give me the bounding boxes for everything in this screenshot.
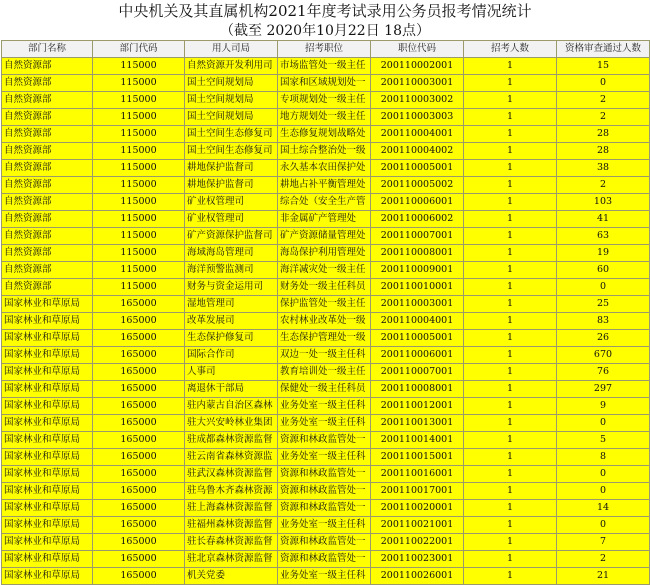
hire-count-cell: 1 — [464, 160, 557, 177]
department-code-cell: 165000 — [93, 568, 185, 585]
table-row — [2, 126, 650, 143]
position-cell: 矿产资源储量管理处 — [278, 228, 371, 245]
approved-count-cell: 0 — [557, 517, 650, 534]
approved-count-cell: 103 — [557, 194, 650, 211]
bureau-cell: 国际合作司 — [185, 347, 278, 364]
position-cell: 耕地占补平衡管理处 — [278, 177, 371, 194]
table-row — [2, 398, 650, 415]
department-name-cell: 国家林业和草原局 — [2, 330, 93, 347]
position-cell: 资源和林政监管处一 — [278, 551, 371, 568]
position-code-cell: 200110008001 — [371, 245, 464, 262]
department-code-cell: 115000 — [93, 194, 185, 211]
table-row — [2, 500, 650, 517]
department-code-cell: 165000 — [93, 517, 185, 534]
position-cell: 农村林业改革处一级 — [278, 313, 371, 330]
approved-count-cell: 8 — [557, 449, 650, 466]
approved-count-cell: 7 — [557, 534, 650, 551]
approved-count-cell: 26 — [557, 330, 650, 347]
department-name-cell: 自然资源部 — [2, 262, 93, 279]
department-name-cell: 自然资源部 — [2, 126, 93, 143]
hire-count-cell: 1 — [464, 381, 557, 398]
position-code-cell: 200110015001 — [371, 449, 464, 466]
approved-count-cell: 28 — [557, 126, 650, 143]
department-name-cell: 自然资源部 — [2, 194, 93, 211]
position-cell: 专项规划处一级主任 — [278, 92, 371, 109]
approved-count-cell: 21 — [557, 568, 650, 585]
position-code-cell: 200110006002 — [371, 211, 464, 228]
position-cell: 海岛保护利用管理处 — [278, 245, 371, 262]
column-header: 招考人数 — [464, 41, 557, 58]
position-cell: 业务处室一级主任科 — [278, 449, 371, 466]
table-row — [2, 568, 650, 585]
table-row — [2, 381, 650, 398]
bureau-cell: 国土空间生态修复司 — [185, 126, 278, 143]
table-row — [2, 177, 650, 194]
position-code-cell: 200110013001 — [371, 415, 464, 432]
bureau-cell: 驻长春森林资源监督 — [185, 534, 278, 551]
department-code-cell: 165000 — [93, 398, 185, 415]
hire-count-cell: 1 — [464, 449, 557, 466]
position-cell: 海洋减灾处一级主任 — [278, 262, 371, 279]
statistics-table — [1, 40, 650, 585]
approved-count-cell: 2 — [557, 92, 650, 109]
approved-count-cell: 0 — [557, 415, 650, 432]
hire-count-cell: 1 — [464, 568, 557, 585]
position-cell: 教育培训处一级主任 — [278, 364, 371, 381]
table-header-row — [2, 41, 650, 58]
approved-count-cell: 0 — [557, 466, 650, 483]
hire-count-cell: 1 — [464, 347, 557, 364]
approved-count-cell: 83 — [557, 313, 650, 330]
bureau-cell: 驻大兴安岭林业集团 — [185, 415, 278, 432]
department-name-cell: 国家林业和草原局 — [2, 517, 93, 534]
department-name-cell: 国家林业和草原局 — [2, 551, 93, 568]
department-name-cell: 自然资源部 — [2, 211, 93, 228]
approved-count-cell: 2 — [557, 109, 650, 126]
column-header: 职位代码 — [371, 41, 464, 58]
position-cell: 生态修复规划战略处 — [278, 126, 371, 143]
position-cell: 资源和林政监管处一 — [278, 534, 371, 551]
hire-count-cell: 1 — [464, 483, 557, 500]
department-code-cell: 165000 — [93, 313, 185, 330]
department-name-cell: 国家林业和草原局 — [2, 432, 93, 449]
hire-count-cell: 1 — [464, 177, 557, 194]
hire-count-cell: 1 — [464, 58, 557, 75]
position-code-cell: 200110003001 — [371, 75, 464, 92]
department-name-cell: 国家林业和草原局 — [2, 534, 93, 551]
department-code-cell: 165000 — [93, 466, 185, 483]
table-row — [2, 245, 650, 262]
position-cell: 保健处一级主任科员 — [278, 381, 371, 398]
position-cell: 双边一处一级主任科 — [278, 347, 371, 364]
department-code-cell: 115000 — [93, 177, 185, 194]
position-cell: 资源和林政监管处一 — [278, 483, 371, 500]
position-code-cell: 200110010001 — [371, 279, 464, 296]
table-row — [2, 534, 650, 551]
approved-count-cell: 0 — [557, 279, 650, 296]
bureau-cell: 国土空间生态修复司 — [185, 143, 278, 160]
table-row — [2, 58, 650, 75]
department-code-cell: 115000 — [93, 211, 185, 228]
approved-count-cell: 15 — [557, 58, 650, 75]
position-cell: 国土综合整治处一级 — [278, 143, 371, 160]
department-code-cell: 115000 — [93, 75, 185, 92]
approved-count-cell: 25 — [557, 296, 650, 313]
department-code-cell: 115000 — [93, 262, 185, 279]
bureau-cell: 人事司 — [185, 364, 278, 381]
position-code-cell: 200110021001 — [371, 517, 464, 534]
approved-count-cell: 19 — [557, 245, 650, 262]
approved-count-cell: 2 — [557, 177, 650, 194]
bureau-cell: 驻云南省森林资源监 — [185, 449, 278, 466]
bureau-cell: 驻武汉森林资源监督 — [185, 466, 278, 483]
hire-count-cell: 1 — [464, 228, 557, 245]
bureau-cell: 驻内蒙古自治区森林 — [185, 398, 278, 415]
department-name-cell: 国家林业和草原局 — [2, 466, 93, 483]
department-code-cell: 165000 — [93, 415, 185, 432]
department-name-cell: 自然资源部 — [2, 228, 93, 245]
table-row — [2, 347, 650, 364]
bureau-cell: 耕地保护监督司 — [185, 160, 278, 177]
department-code-cell: 115000 — [93, 228, 185, 245]
hire-count-cell: 1 — [464, 534, 557, 551]
department-code-cell: 165000 — [93, 534, 185, 551]
hire-count-cell: 1 — [464, 415, 557, 432]
position-cell: 保护监管处一级主任 — [278, 296, 371, 313]
position-cell: 财务处一级主任科员 — [278, 279, 371, 296]
position-cell: 资源和林政监管处一 — [278, 500, 371, 517]
approved-count-cell: 5 — [557, 432, 650, 449]
position-code-cell: 200110003003 — [371, 109, 464, 126]
position-code-cell: 200110003002 — [371, 92, 464, 109]
position-code-cell: 200110012001 — [371, 398, 464, 415]
hire-count-cell: 1 — [464, 194, 557, 211]
department-name-cell: 国家林业和草原局 — [2, 347, 93, 364]
position-code-cell: 200110020001 — [371, 500, 464, 517]
department-code-cell: 165000 — [93, 449, 185, 466]
column-header: 招考职位 — [278, 41, 371, 58]
table-row — [2, 194, 650, 211]
hire-count-cell: 1 — [464, 500, 557, 517]
approved-count-cell: 0 — [557, 75, 650, 92]
position-code-cell: 200110002001 — [371, 58, 464, 75]
approved-count-cell: 0 — [557, 483, 650, 500]
position-cell: 非金属矿产管理处 — [278, 211, 371, 228]
department-name-cell: 自然资源部 — [2, 75, 93, 92]
position-cell: 生态保护管理处一级 — [278, 330, 371, 347]
bureau-cell: 海域海岛管理司 — [185, 245, 278, 262]
approved-count-cell: 76 — [557, 364, 650, 381]
position-code-cell: 200110023001 — [371, 551, 464, 568]
approved-count-cell: 2 — [557, 551, 650, 568]
hire-count-cell: 1 — [464, 92, 557, 109]
position-cell: 资源和林政监管处一 — [278, 432, 371, 449]
bureau-cell: 湿地管理司 — [185, 296, 278, 313]
table-row — [2, 262, 650, 279]
department-code-cell: 115000 — [93, 58, 185, 75]
bureau-cell: 驻成都森林资源监督 — [185, 432, 278, 449]
department-code-cell: 115000 — [93, 126, 185, 143]
table-row — [2, 551, 650, 568]
hire-count-cell: 1 — [464, 279, 557, 296]
table-row — [2, 160, 650, 177]
department-code-cell: 165000 — [93, 330, 185, 347]
department-code-cell: 115000 — [93, 92, 185, 109]
bureau-cell: 耕地保护监督司 — [185, 177, 278, 194]
hire-count-cell: 1 — [464, 466, 557, 483]
department-code-cell: 165000 — [93, 500, 185, 517]
position-cell: 地方规划处一级主任 — [278, 109, 371, 126]
bureau-cell: 海洋预警监测司 — [185, 262, 278, 279]
position-cell: 业务处室一级主任科 — [278, 568, 371, 585]
department-code-cell: 115000 — [93, 160, 185, 177]
table-row — [2, 109, 650, 126]
hire-count-cell: 1 — [464, 262, 557, 279]
column-header: 部门名称 — [2, 41, 93, 58]
table-row — [2, 75, 650, 92]
department-name-cell: 国家林业和草原局 — [2, 313, 93, 330]
column-header: 部门代码 — [93, 41, 185, 58]
table-row — [2, 432, 650, 449]
position-code-cell: 200110007001 — [371, 364, 464, 381]
hire-count-cell: 1 — [464, 517, 557, 534]
position-code-cell: 200110004001 — [371, 313, 464, 330]
hire-count-cell: 1 — [464, 398, 557, 415]
department-name-cell: 自然资源部 — [2, 109, 93, 126]
position-code-cell: 200110007001 — [371, 228, 464, 245]
department-name-cell: 国家林业和草原局 — [2, 364, 93, 381]
approved-count-cell: 41 — [557, 211, 650, 228]
approved-count-cell: 297 — [557, 381, 650, 398]
bureau-cell: 矿产资源保护监督司 — [185, 228, 278, 245]
hire-count-cell: 1 — [464, 75, 557, 92]
bureau-cell: 矿业权管理司 — [185, 211, 278, 228]
hire-count-cell: 1 — [464, 313, 557, 330]
hire-count-cell: 1 — [464, 330, 557, 347]
table-row — [2, 415, 650, 432]
position-code-cell: 200110006001 — [371, 347, 464, 364]
page-title: 中央机关及其直属机构2021年度考试录用公务员报考情况统计 — [118, 2, 532, 20]
approved-count-cell: 28 — [557, 143, 650, 160]
approved-count-cell: 9 — [557, 398, 650, 415]
position-cell: 国家和区域规划处一 — [278, 75, 371, 92]
hire-count-cell: 1 — [464, 296, 557, 313]
approved-count-cell: 63 — [557, 228, 650, 245]
department-name-cell: 自然资源部 — [2, 92, 93, 109]
position-code-cell: 200110005001 — [371, 160, 464, 177]
department-name-cell: 自然资源部 — [2, 58, 93, 75]
department-name-cell: 国家林业和草原局 — [2, 500, 93, 517]
approved-count-cell: 14 — [557, 500, 650, 517]
table-row — [2, 483, 650, 500]
department-code-cell: 165000 — [93, 347, 185, 364]
hire-count-cell: 1 — [464, 109, 557, 126]
position-code-cell: 200110004002 — [371, 143, 464, 160]
column-header: 资格审查通过人数 — [557, 41, 650, 58]
bureau-cell: 财务与资金运用司 — [185, 279, 278, 296]
bureau-cell: 改革发展司 — [185, 313, 278, 330]
table-row — [2, 211, 650, 228]
table-row — [2, 279, 650, 296]
hire-count-cell: 1 — [464, 143, 557, 160]
column-header: 用人司局 — [185, 41, 278, 58]
bureau-cell: 驻北京森林资源监督 — [185, 551, 278, 568]
department-code-cell: 115000 — [93, 279, 185, 296]
department-code-cell: 115000 — [93, 109, 185, 126]
approved-count-cell: 670 — [557, 347, 650, 364]
bureau-cell: 国土空间规划局 — [185, 75, 278, 92]
department-name-cell: 国家林业和草原局 — [2, 296, 93, 313]
department-code-cell: 165000 — [93, 296, 185, 313]
hire-count-cell: 1 — [464, 432, 557, 449]
position-cell: 资源和林政监管处一 — [278, 466, 371, 483]
department-name-cell: 国家林业和草原局 — [2, 483, 93, 500]
table-row — [2, 228, 650, 245]
hire-count-cell: 1 — [464, 551, 557, 568]
department-code-cell: 165000 — [93, 381, 185, 398]
approved-count-cell: 38 — [557, 160, 650, 177]
bureau-cell: 矿业权管理司 — [185, 194, 278, 211]
table-row — [2, 517, 650, 534]
table-row — [2, 92, 650, 109]
bureau-cell: 驻乌鲁木齐森林资源 — [185, 483, 278, 500]
department-name-cell: 国家林业和草原局 — [2, 568, 93, 585]
department-code-cell: 165000 — [93, 364, 185, 381]
position-code-cell: 200110014001 — [371, 432, 464, 449]
bureau-cell: 离退休干部局 — [185, 381, 278, 398]
position-cell: 市场监管处一级主任 — [278, 58, 371, 75]
table-row — [2, 330, 650, 347]
department-name-cell: 自然资源部 — [2, 279, 93, 296]
table-row — [2, 449, 650, 466]
position-code-cell: 200110005002 — [371, 177, 464, 194]
position-cell: 综合处（安全生产管 — [278, 194, 371, 211]
department-name-cell: 自然资源部 — [2, 177, 93, 194]
table-row — [2, 143, 650, 160]
bureau-cell: 驻福州森林资源监督 — [185, 517, 278, 534]
bureau-cell: 自然资源开发利用司 — [185, 58, 278, 75]
position-code-cell: 200110004001 — [371, 126, 464, 143]
hire-count-cell: 1 — [464, 211, 557, 228]
department-code-cell: 115000 — [93, 143, 185, 160]
position-code-cell: 200110026001 — [371, 568, 464, 585]
position-code-cell: 200110017001 — [371, 483, 464, 500]
hire-count-cell: 1 — [464, 364, 557, 381]
table-row — [2, 364, 650, 381]
department-name-cell: 国家林业和草原局 — [2, 415, 93, 432]
table-row — [2, 313, 650, 330]
page-subtitle: （截至 2020年10月22日 18点） — [220, 23, 430, 39]
approved-count-cell: 60 — [557, 262, 650, 279]
department-name-cell: 自然资源部 — [2, 245, 93, 262]
department-name-cell: 国家林业和草原局 — [2, 381, 93, 398]
department-name-cell: 自然资源部 — [2, 160, 93, 177]
position-code-cell: 200110022001 — [371, 534, 464, 551]
position-code-cell: 200110005001 — [371, 330, 464, 347]
position-code-cell: 200110003001 — [371, 296, 464, 313]
department-name-cell: 国家林业和草原局 — [2, 449, 93, 466]
position-code-cell: 200110009001 — [371, 262, 464, 279]
position-cell: 业务处室一级主任科 — [278, 517, 371, 534]
department-name-cell: 自然资源部 — [2, 143, 93, 160]
position-cell: 业务处室一级主任科 — [278, 415, 371, 432]
position-code-cell: 200110008001 — [371, 381, 464, 398]
table-row — [2, 296, 650, 313]
position-code-cell: 200110016001 — [371, 466, 464, 483]
bureau-cell: 国土空间规划局 — [185, 109, 278, 126]
bureau-cell: 生态保护修复司 — [185, 330, 278, 347]
bureau-cell: 国土空间规划局 — [185, 92, 278, 109]
hire-count-cell: 1 — [464, 245, 557, 262]
bureau-cell: 机关党委 — [185, 568, 278, 585]
hire-count-cell: 1 — [464, 126, 557, 143]
department-code-cell: 165000 — [93, 432, 185, 449]
department-code-cell: 115000 — [93, 245, 185, 262]
position-cell: 永久基本农田保护处 — [278, 160, 371, 177]
department-code-cell: 165000 — [93, 551, 185, 568]
department-name-cell: 国家林业和草原局 — [2, 398, 93, 415]
table-row — [2, 466, 650, 483]
table-body — [2, 58, 650, 585]
department-code-cell: 165000 — [93, 483, 185, 500]
position-cell: 业务处室一级主任科 — [278, 398, 371, 415]
position-code-cell: 200110006001 — [371, 194, 464, 211]
bureau-cell: 驻上海森林资源监督 — [185, 500, 278, 517]
